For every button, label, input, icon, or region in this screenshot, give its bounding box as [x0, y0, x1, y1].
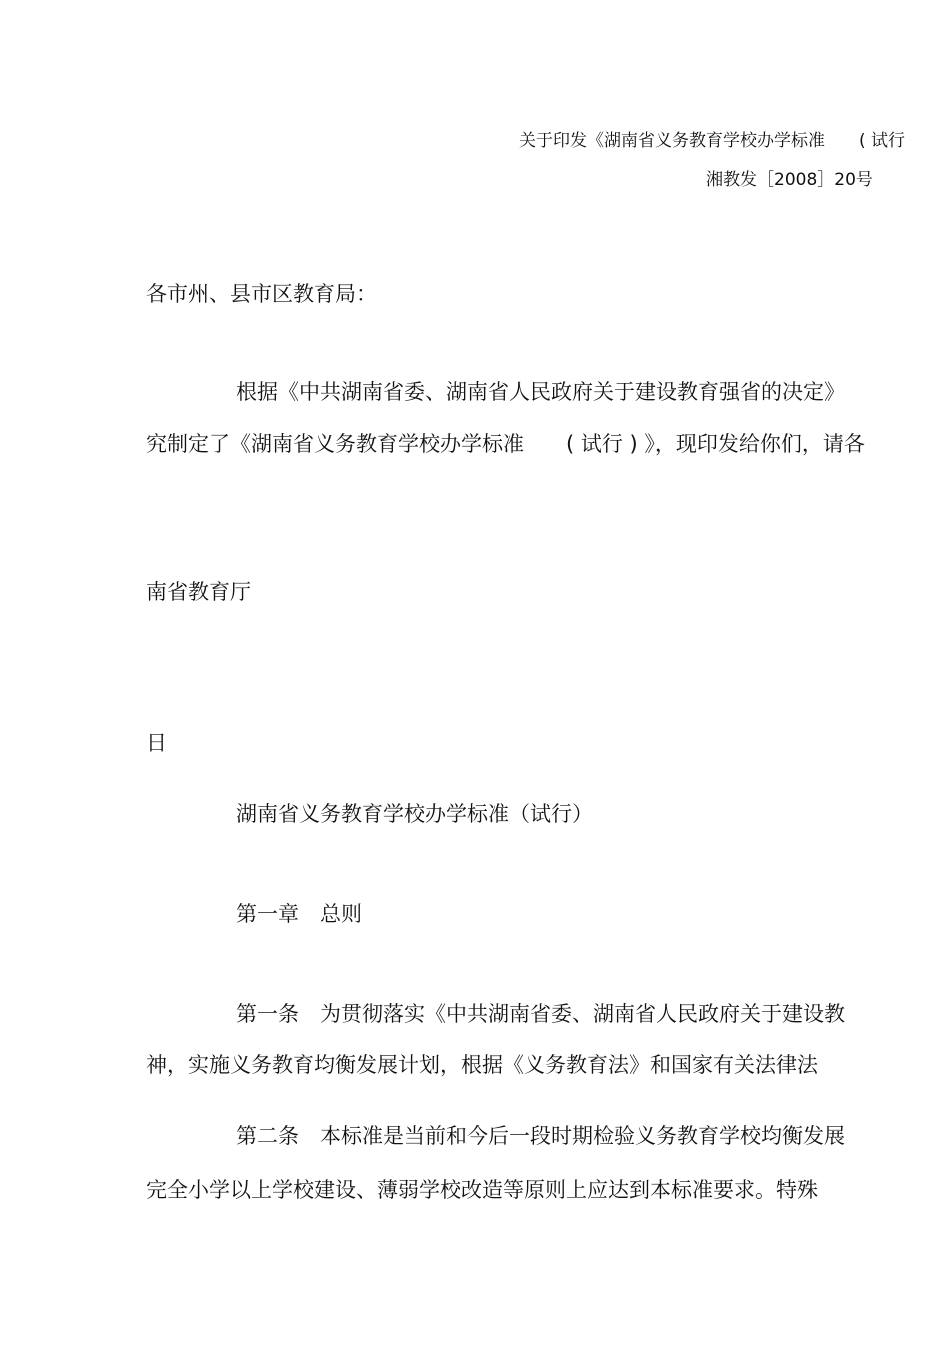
notice-paragraph-line-1: 根据《中共湖南省委、湖南省人民政府关于建设教育强省的决定》	[236, 380, 845, 404]
standard-title: 湖南省义务教育学校办学标准（试行）	[236, 802, 593, 826]
chapter-heading: 第一章 总则	[236, 902, 362, 926]
date: 日	[146, 731, 167, 755]
document-number: 湘教发［2008］20号	[706, 170, 873, 190]
notice-paragraph-line-2: 究制定了《湖南省义务教育学校办学标准 ( 试行 ) 》，现印发给你们，请各	[146, 432, 865, 456]
salutation: 各市州、县市区教育局：	[146, 282, 377, 306]
issuer: 南省教育厅	[146, 580, 251, 604]
article-2-line-2: 完全小学以上学校建设、薄弱学校改造等原则上应达到本标准要求。特殊	[146, 1178, 818, 1202]
notice-title: 关于印发《湖南省义务教育学校办学标准 ( 试行	[519, 131, 906, 151]
article-2-line-1: 第二条 本标准是当前和今后一段时期检验义务教育学校均衡发展	[236, 1124, 845, 1148]
article-1-line-2: 神，实施义务教育均衡发展计划，根据《义务教育法》和国家有关法律法	[146, 1053, 818, 1077]
article-1-line-1: 第一条 为贯彻落实《中共湖南省委、湖南省人民政府关于建设教	[236, 1002, 845, 1026]
